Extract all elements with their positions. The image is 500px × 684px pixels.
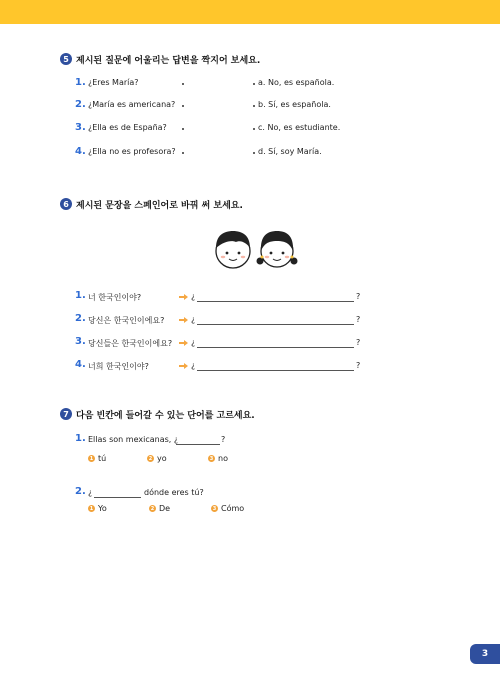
s7-q2-option-1-badge[interactable]: 1: [89, 505, 94, 512]
page-number: 3: [470, 644, 500, 664]
s6-item-1-korean: 너 한국인이야?: [88, 293, 142, 302]
s6-item-2-answer-blank[interactable]: [197, 324, 354, 325]
section-6-title: 제시된 문장을 스페인어로 바꿔 써 보세요.: [76, 201, 243, 211]
s5-item-1-left-dot[interactable]: [182, 83, 184, 85]
s7-q2-option-2-badge[interactable]: 2: [150, 505, 155, 512]
s7-q1-option-2[interactable]: yo: [157, 454, 167, 463]
s6-item-1-answer-blank[interactable]: [197, 301, 354, 302]
s6-item-1-close-mark: ?: [356, 292, 361, 301]
s7-q1-blank[interactable]: [176, 444, 220, 445]
s7-q2-before: ¿: [88, 488, 93, 497]
s5-answer-b-dot[interactable]: [253, 105, 255, 107]
s6-item-4-number: 4.: [75, 359, 86, 370]
s7-q1-option-3[interactable]: no: [218, 454, 228, 463]
s5-item-3-number: 3.: [75, 122, 86, 133]
s5-item-2-number: 2.: [75, 99, 86, 110]
s7-q2-option-3[interactable]: Cómo: [221, 504, 245, 513]
section-7-title: 다음 빈칸에 들어갈 수 있는 단어를 고르세요.: [76, 411, 255, 421]
girl-face-icon: [257, 231, 298, 267]
s6-item-2-close-mark: ?: [356, 315, 361, 324]
s5-item-4-left-dot[interactable]: [182, 152, 184, 154]
s6-item-2-open-mark: ¿: [191, 315, 196, 324]
s7-q1-option-1-badge[interactable]: 1: [89, 455, 94, 462]
s7-q2-blank[interactable]: [94, 497, 141, 498]
section-5-badge: 5: [60, 53, 72, 65]
s5-item-1-number: 1.: [75, 77, 86, 88]
s6-item-4-korean: 너희 한국인이야?: [88, 362, 149, 371]
s6-item-2-number: 2.: [75, 313, 86, 324]
section-6-badge: 6: [60, 198, 72, 210]
s6-item-3-korean: 당신들은 한국인이에요?: [88, 339, 173, 348]
boy-face-icon: [216, 231, 250, 268]
s5-item-3-question: ¿Ella es de España?: [88, 123, 167, 132]
s5-item-2-left-dot[interactable]: [182, 105, 184, 107]
s5-item-2-question: ¿María es americana?: [88, 100, 176, 109]
s7-q1-number: 1.: [75, 433, 86, 444]
s7-q2-number: 2.: [75, 486, 86, 497]
s6-item-4-close-mark: ?: [356, 361, 361, 370]
s5-answer-c: c. No, es estudiante.: [258, 123, 341, 132]
s5-item-1-question: ¿Eres María?: [88, 78, 139, 87]
s6-item-3-close-mark: ?: [356, 338, 361, 347]
arrow-right-icon: [179, 363, 188, 369]
s6-item-1-number: 1.: [75, 290, 86, 301]
s7-q1-option-1[interactable]: tú: [98, 454, 107, 463]
arrow-right-icon: [179, 317, 188, 323]
arrow-right-icon: [179, 340, 188, 346]
s7-q1-before: Ellas son mexicanas, ¿: [88, 435, 179, 444]
s6-item-3-number: 3.: [75, 336, 86, 347]
s5-answer-c-dot[interactable]: [253, 128, 255, 130]
s6-item-3-open-mark: ¿: [191, 338, 196, 347]
s5-answer-b: b. Sí, es española.: [258, 100, 331, 109]
s7-q1-option-3-badge[interactable]: 3: [209, 455, 214, 462]
s7-q1-option-2-badge[interactable]: 2: [148, 455, 153, 462]
s5-item-3-left-dot[interactable]: [182, 128, 184, 130]
s5-item-4-number: 4.: [75, 146, 86, 157]
arrow-right-icon: [179, 294, 188, 300]
s6-item-2-korean: 당신은 한국인이에요?: [88, 316, 165, 325]
s5-answer-a: a. No, es española.: [258, 78, 335, 87]
s6-item-4-answer-blank[interactable]: [197, 370, 354, 371]
section-5-title: 제시된 질문에 어울리는 답변을 짝지어 보세요.: [76, 56, 261, 66]
s6-item-1-open-mark: ¿: [191, 292, 196, 301]
header-bar: [0, 0, 500, 24]
s5-answer-d-dot[interactable]: [253, 152, 255, 154]
s7-q2-option-3-badge[interactable]: 3: [212, 505, 217, 512]
s7-q2-after: dónde eres tú?: [144, 488, 204, 497]
s5-answer-a-dot[interactable]: [253, 83, 255, 85]
s7-q2-option-1[interactable]: Yo: [98, 504, 107, 513]
s5-item-4-question: ¿Ella no es profesora?: [88, 147, 176, 156]
s7-q2-option-2[interactable]: De: [159, 504, 171, 513]
s6-item-4-open-mark: ¿: [191, 361, 196, 370]
s6-item-3-answer-blank[interactable]: [197, 347, 354, 348]
s5-answer-d: d. Sí, soy María.: [258, 147, 322, 156]
kids-illustration: [210, 226, 300, 272]
s7-q1-after: ?: [221, 435, 226, 444]
section-7-badge: 7: [60, 408, 72, 420]
